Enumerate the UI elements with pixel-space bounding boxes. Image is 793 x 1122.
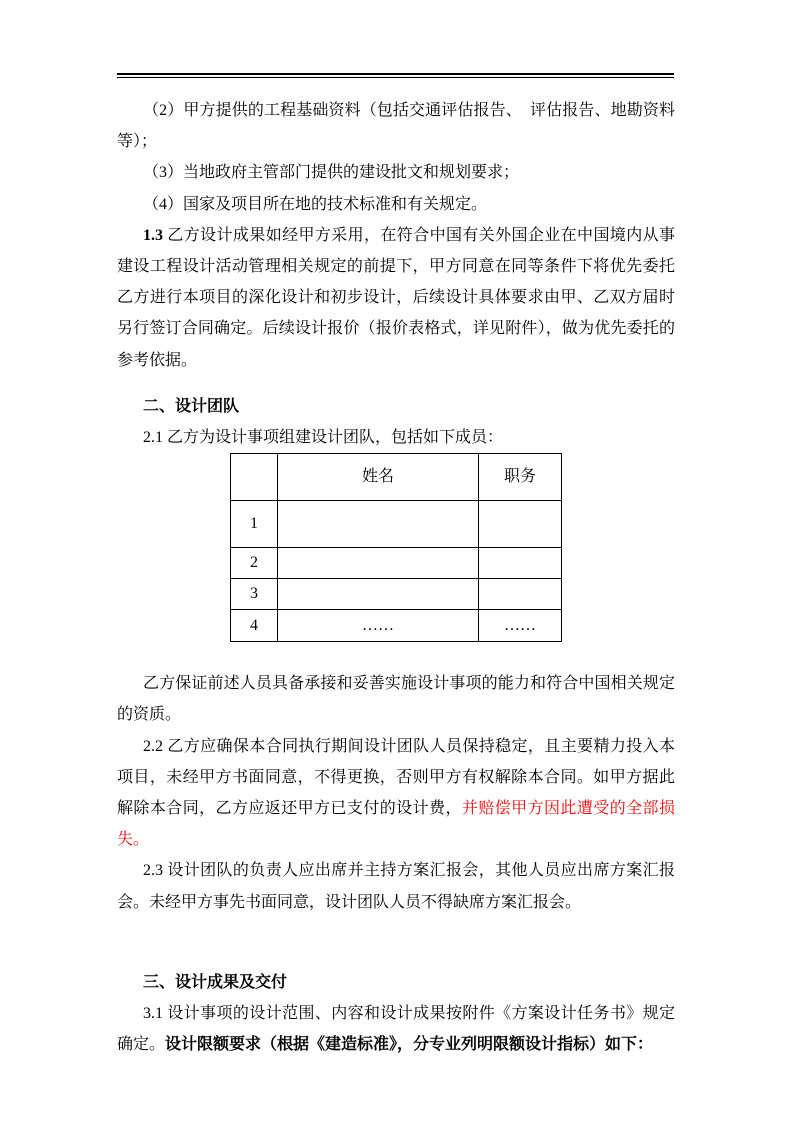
team-table-row [231,501,562,548]
clause-1-3-text: 乙方设计成果如经甲方采用，在符合中国有关外国企业在中国境内从事建设工程设计活动管理相关规定的前提下，甲方同意在同等条件下将优先委托乙方进行本项目的深化设计和初步设计，后续设计具体要求由甲、乙双方届时另行签订合同确定。后续设计报价（报价表格式，详见附件），做为优先委托的参考依据。 [117,226,675,369]
clause-2-3: 2.3 设计团队的负责人应出席并主持方案汇报会，其他人员应出席方案汇报会。未经甲方事先书面同意，设计团队人员不得缺席方案汇报会。 [117,862,675,911]
team-table-row [231,548,562,579]
clause-item-2: （2）甲方提供的工程基础资料（包括交通评估报告、 评估报告、地勘资料等）； [117,102,675,151]
document-body [117,95,675,1060]
team-table-cell-no: 1 [231,501,278,548]
clause-guarantee: 乙方保证前述人员具备承接和妥善实施设计事项的能力和符合中国相关规定的资质。 [117,675,675,724]
clause-1-3-number: 1.3 [143,226,163,244]
clause-item-4: （4）国家及项目所在地的技术标准和有关规定。 [143,195,488,213]
team-table-row [231,579,562,610]
header-divider-thick-line [117,73,674,75]
team-table-header-index [231,454,278,501]
team-table-cell-no: 4 [231,610,278,642]
team-table-row [231,610,562,642]
team-table-header-title: 职务 [479,454,562,501]
section-heading-design-team: 二、设计团队 [143,397,240,415]
header-divider-thin-line [117,77,674,78]
clause-3-1-bold-text: 设计限额要求（根据《建造标准》，分专业列明限额设计指标）如下： [165,1036,654,1054]
clause-2-1: 2.1 乙方为设计事项组建设计团队，包括如下成员： [143,429,504,447]
clause-2-2-text: 2.2 乙方应确保本合同执行期间设计团队人员保持稳定，且主要精力投入本项目，未经甲方书面同意，不得更换，否则甲方有权解除本合同。如甲方据此解除本合同，乙方应返还甲方已支付的设计费， [117,737,675,818]
team-table-header-row [231,454,562,501]
team-table-header-name: 姓名 [278,454,479,501]
section-heading-deliverables: 三、设计成果及交付 [143,973,288,991]
design-team-table [230,453,562,642]
team-table-cell-name [278,548,479,579]
clause-2-2 [117,731,675,856]
team-table-cell-title [479,579,562,610]
team-table-cell-no: 2 [231,548,278,579]
clause-3-1-text: 3.1 设计事项的设计范围、内容和设计成果按附件《方案设计任务书》规定确定。 [117,1005,675,1054]
team-table-cell-title [479,501,562,548]
clause-2-2-red-text: 并赔偿甲方因此遭受的全部损失。 [117,800,675,849]
header-divider [117,73,674,78]
clause-3-1 [117,998,675,1060]
team-table-cell-title: …… [479,610,562,642]
clause-item-3: （3）当地政府主管部门提供的建设批文和规划要求； [143,164,520,182]
clause-1-3 [117,220,675,376]
team-table-cell-name: …… [278,610,479,642]
team-table-cell-name [278,579,479,610]
team-table-cell-no: 3 [231,579,278,610]
team-table-cell-title [479,548,562,579]
team-table-cell-name [278,501,479,548]
